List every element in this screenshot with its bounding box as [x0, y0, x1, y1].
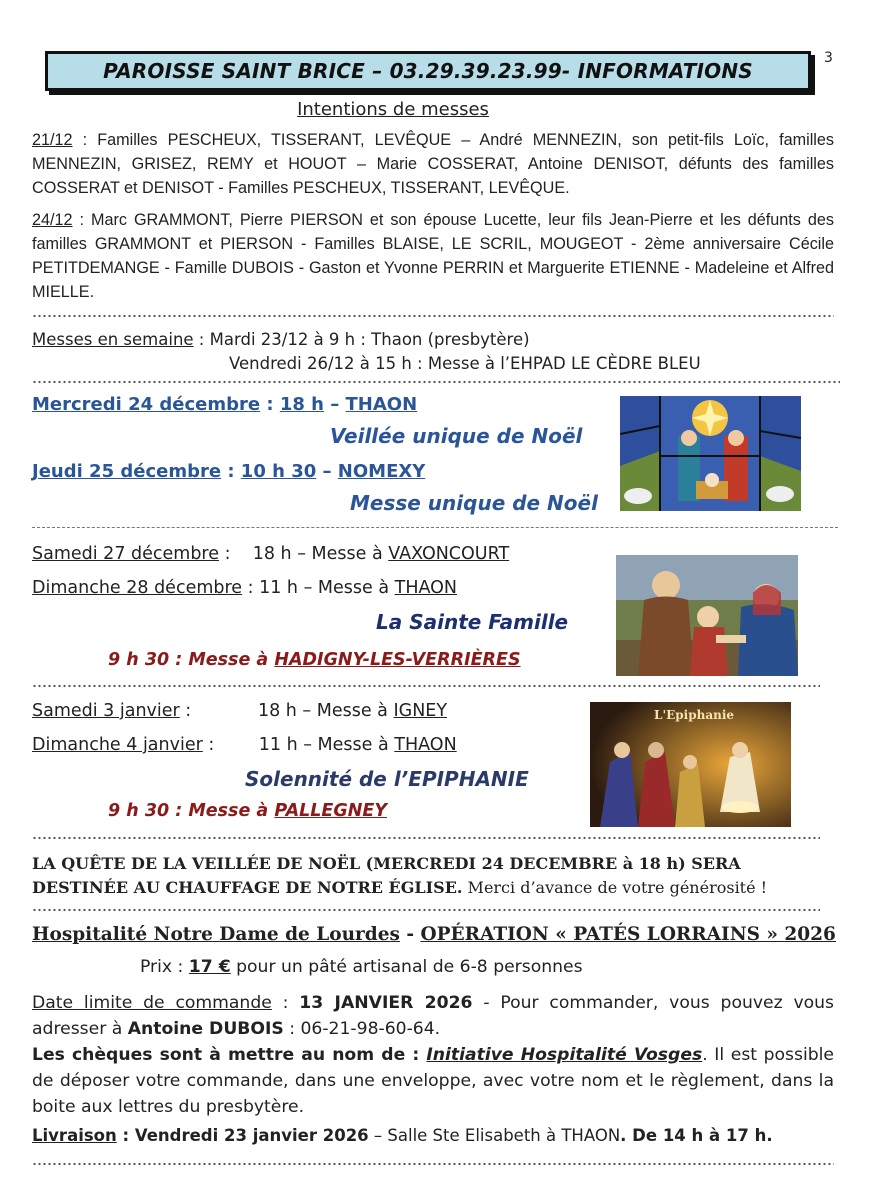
divider: [32, 527, 838, 528]
delivery-date: Vendredi 23 janvier 2026: [134, 1126, 369, 1145]
christmas-eve-day: Mercredi 24 décembre: [32, 394, 261, 415]
page-header: [45, 51, 811, 91]
cheque-bold: Les chèques sont à mettre au nom de :: [32, 1045, 427, 1065]
epiphany-sat-line: [32, 699, 447, 723]
divider: [32, 836, 820, 840]
divider: [32, 908, 820, 912]
christmas-day-line: [32, 461, 425, 482]
intention-text: : Familles PESCHEUX, TISSERANT, LEVÊQUE – André MENNEZIN, son petit-fils Loïc, familles MENNEZIN, GRISEZ, REMY et HOUOT – Marie COSSERAT, Antoine DENISOT, défunts des familles COSSERAT et DENISOT - Familles PESCHEUX, TISSERANT, LEVÊQUE.: [32, 131, 834, 197]
epiphany-sun-rest: : 11 h – Messe à: [202, 735, 395, 755]
deadline-rest: - Pour commander, vous pouvez vous adresser à: [32, 993, 834, 1039]
holy-family-sun-line: [32, 576, 457, 600]
epiphany-sun-line: [32, 733, 457, 757]
holy-family-extra: [108, 650, 521, 670]
holy-family-sat-place: VAXONCOURT: [388, 544, 510, 564]
sep: :: [271, 993, 300, 1013]
divider: [32, 684, 820, 688]
holy-family-sat-day: Samedi 27 décembre: [32, 544, 220, 564]
header-title: PAROISSE SAINT BRICE – 03.29.39.23.99- INFORMATIONS: [103, 59, 753, 83]
christmas-eve-title: Veillée unique de Noël: [330, 424, 583, 448]
christmas-eve-place: THAON: [345, 394, 418, 415]
holy-family-title: La Sainte Famille: [376, 610, 569, 634]
epiphany-image: [590, 702, 791, 827]
delivery-place: – Salle Ste Elisabeth à THAON: [368, 1126, 621, 1145]
sep: :: [260, 394, 280, 415]
epiphany-extra-place: PALLEGNEY: [274, 801, 387, 821]
intention-text: : Marc GRAMMONT, Pierre PIERSON et son épouse Lucette, leur fils Jean-Pierre et les défunts des familles GRAMMONT et PIERSON - Familles BLAISE, LE SCRIL, MOUGEOT - 2ème anniversaire Cécile PETITDEMANGE - Famille DUBOIS - Gaston et Yvonne PERRIN et Marguerite ETIENNE - Madeleine et Alfred MIELLE.: [32, 211, 834, 301]
holy-family-sun-day: Dimanche 28 décembre: [32, 578, 243, 598]
holy-family-sun-rest: : 11 h – Messe à: [242, 578, 395, 598]
epiphany-sun-day: Dimanche 4 janvier: [32, 735, 203, 755]
intention-date: 24/12: [32, 211, 73, 229]
price-prefix: Prix :: [140, 957, 189, 977]
weekday-label: Messes en semaine: [32, 330, 194, 349]
quete-bold: LA QUÊTE DE LA VEILLÉE DE NOËL (MERCREDI 24 DECEMBRE à 18 h) SERA DESTINÉE AU CHAUFFAGE DE NOTRE ÉGLISE.: [32, 854, 741, 897]
price-line: [140, 957, 583, 977]
holy-family-sun-place: THAON: [394, 578, 458, 598]
weekday-mass-2: Vendredi 26/12 à 15 h : Messe à l’EHPAD LE CÈDRE BLEU: [229, 354, 701, 373]
delivery-hours: . De 14 h à 17 h.: [620, 1126, 773, 1145]
sep: :: [116, 1126, 135, 1145]
holy-family-sat-line: [32, 542, 509, 566]
extra-prefix: 9 h 30 : Messe à: [108, 801, 275, 821]
delivery-line: [32, 1126, 773, 1145]
holy-family-sat-rest: : 18 h – Messe à: [219, 544, 389, 564]
intention-entry-2: [32, 208, 834, 304]
weekday-sep: :: [193, 330, 210, 349]
intentions-title: Intentions de messes: [297, 99, 489, 120]
sep: –: [316, 461, 338, 482]
contact-name: Antoine DUBOIS: [127, 1019, 284, 1039]
holy-family-image: [616, 555, 798, 676]
quete-notice: [32, 852, 832, 900]
divider: [32, 1162, 834, 1166]
epiphany-title: Solennité de l’EPIPHANIE: [245, 767, 529, 791]
holy-family-extra-place: HADIGNY-LES-VERRIÈRES: [274, 650, 521, 670]
holy-family-painting-icon: [616, 555, 798, 676]
intention-date: 21/12: [32, 131, 73, 149]
cheque-rest: . Il est possible de déposer votre commande, dans une enveloppe, avec votre nom et le règlement, dans la boite aux lettres du presbytère.: [32, 1045, 834, 1117]
delivery-label: Livraison: [32, 1126, 117, 1145]
christmas-day-place: NOMEXY: [337, 461, 426, 482]
intention-entry-1: [32, 128, 834, 200]
lourdes-operation: OPÉRATION « PATÉS LORRAINS » 2026: [420, 924, 836, 945]
epiphany-image-caption: L'Epiphanie: [654, 708, 735, 722]
page-number: 3: [824, 50, 833, 66]
epiphany-sat-rest: : 18 h – Messe à: [179, 701, 394, 721]
contact-phone: : 06-21-98-60-64.: [283, 1019, 441, 1039]
price-suffix: pour un pâté artisanal de 6-8 personnes: [230, 957, 583, 977]
christmas-day-day: Jeudi 25 décembre: [32, 461, 222, 482]
epiphany-extra: [108, 801, 387, 821]
lourdes-heading: [32, 924, 836, 945]
divider: [32, 314, 834, 318]
order-info: [32, 990, 834, 1120]
nativity-image: [620, 396, 801, 511]
deadline-label: Date limite de commande: [32, 993, 272, 1013]
divider: [32, 380, 840, 384]
christmas-eve-line: [32, 394, 417, 415]
epiphany-sun-place: THAON: [394, 735, 457, 755]
weekday-line-1: [32, 328, 530, 352]
dash: -: [399, 924, 421, 945]
epiphany-sat-place: IGNEY: [393, 701, 448, 721]
sep: –: [323, 394, 346, 415]
quete-normal: Merci d’avance de votre générosité !: [462, 878, 768, 897]
weekday-mass-1: Mardi 23/12 à 9 h : Thaon (presbytère): [209, 330, 530, 349]
price-value: 17 €: [188, 957, 231, 977]
christmas-day-time: 10 h 30: [240, 461, 317, 482]
sep: :: [221, 461, 241, 482]
epiphany-sat-day: Samedi 3 janvier: [32, 701, 180, 721]
christmas-day-title: Messe unique de Noël: [350, 491, 598, 515]
stained-glass-nativity-icon: [620, 396, 801, 511]
extra-prefix: 9 h 30 : Messe à: [108, 650, 275, 670]
deadline-date: 13 JANVIER 2026: [299, 993, 473, 1013]
lourdes-title: Hospitalité Notre Dame de Lourdes: [32, 924, 400, 945]
christmas-eve-time: 18 h: [279, 394, 324, 415]
cheque-name: Initiative Hospitalité Vosges: [426, 1045, 703, 1065]
